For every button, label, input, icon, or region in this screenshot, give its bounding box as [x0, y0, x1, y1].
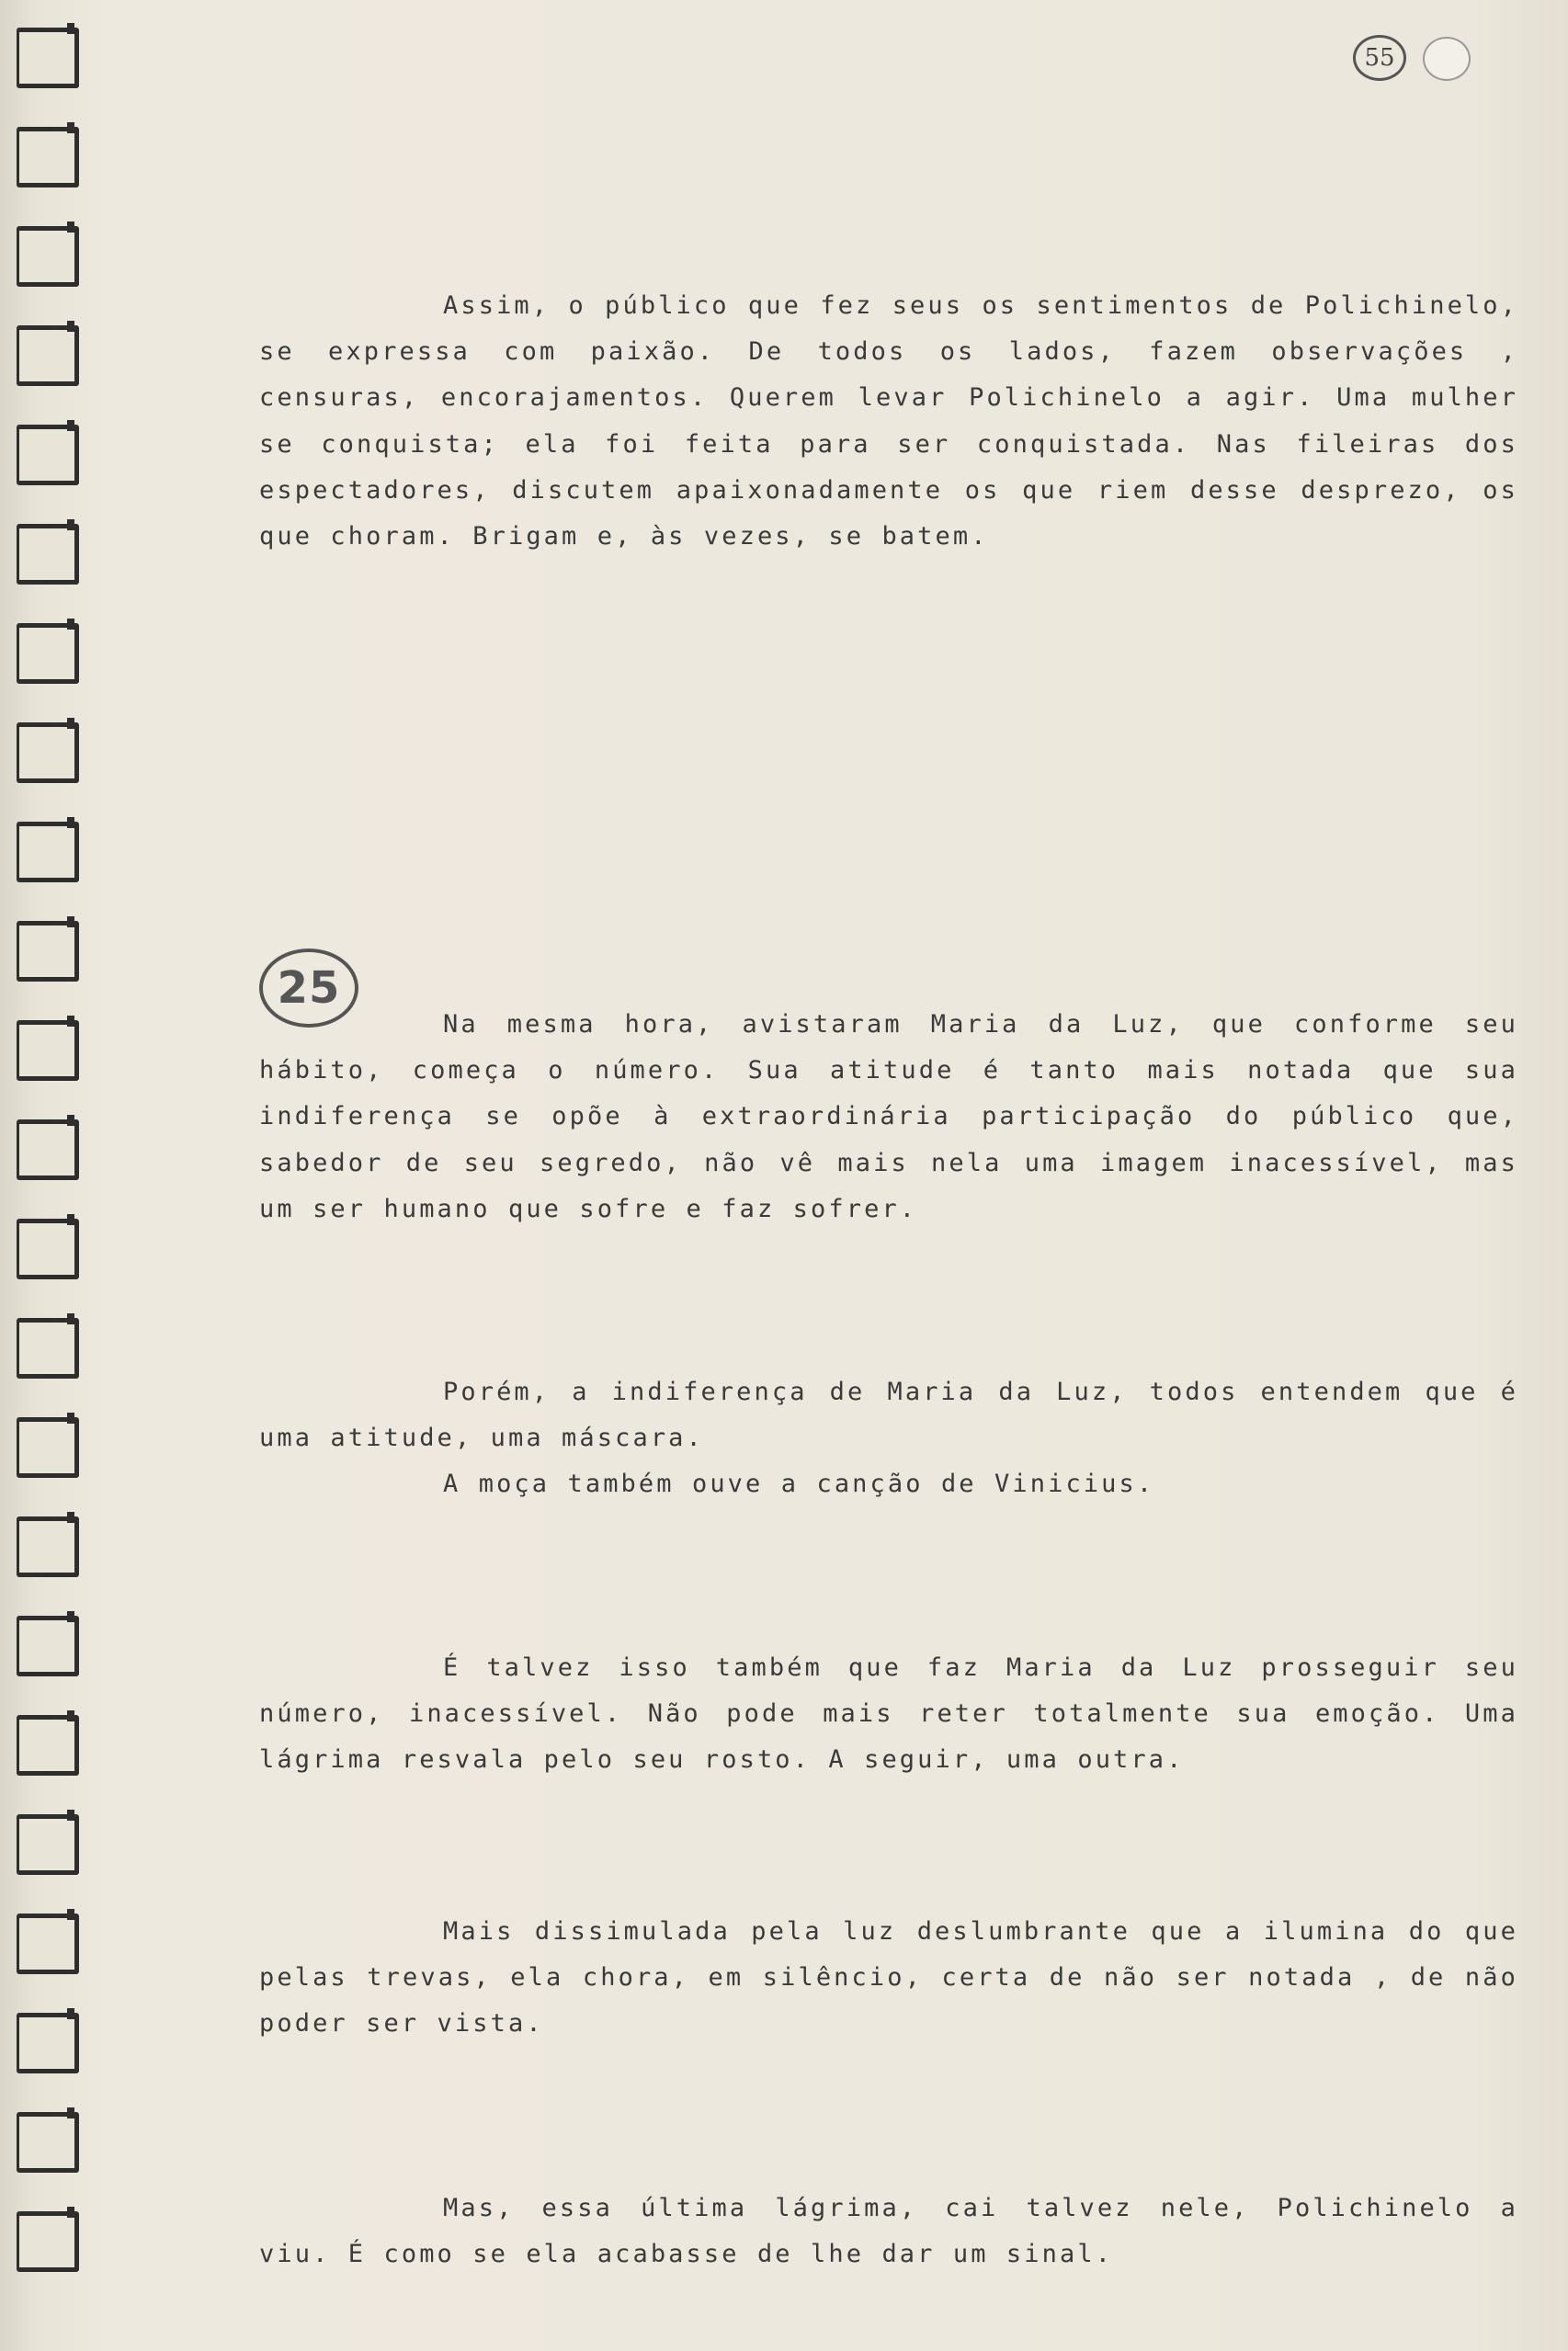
binding-ring: [17, 1119, 79, 1180]
paragraph-2: [259, 1002, 1518, 1232]
binding-ring: [17, 127, 79, 187]
binding-ring: [17, 1914, 79, 1974]
binding-ring: [17, 1715, 79, 1776]
binding-ring: [17, 425, 79, 485]
binding-ring: [17, 822, 79, 882]
binding-ring: [17, 1814, 79, 1875]
binding-ring: [17, 325, 79, 386]
paragraph-text: A moça também ouve a canção de Vinicius.: [443, 1470, 1155, 1499]
binding-ring: [17, 2013, 79, 2073]
paragraph-text: Porém, a indiferença de Maria da Luz, todos entendem que é uma atitude, uma máscara.: [259, 1378, 1518, 1453]
binding-ring: [17, 226, 79, 287]
paragraph-text: É talvez isso também que faz Maria da Luz prosseguir seu número, inacessível. Não pode mais reter totalmente sua emoção. Uma lágrima resvala pelo seu rosto. A seguir, uma outra.: [259, 1653, 1518, 1775]
corner-punch-hole: [1423, 37, 1471, 81]
spiral-binding: [0, 0, 101, 2351]
paragraph-text: Na mesma hora, avistaram Maria da Luz, que conforme seu hábito, começa o número. Sua atitude é tanto mais notada que sua indiferença se opõe à extraordinária participação do público que, sabedor de seu segredo, não vê mais nela uma imagem inacessível, mas um ser humano que sofre e faz sofrer.: [259, 1010, 1518, 1223]
binding-ring: [17, 1219, 79, 1279]
paragraph-text: Assim, o público que fez seus os sentimentos de Polichinelo, se expressa com paixão. De todos os lados, fazem observações , censuras, encorajamentos. Querem levar Polichinelo a agir. Uma mulher se conquista; ela foi feita para ser conquistada. Nas fileiras dos espectadores, discutem apaixonadamente os que riem desse desprezo, os que choram. Brigam e, às vezes, se batem.: [259, 291, 1518, 551]
paragraph-3: [259, 1369, 1518, 1508]
binding-ring: [17, 1417, 79, 1478]
section-marker: 25: [277, 962, 341, 1014]
paragraph-text: Mais dissimulada pela luz deslumbrante que a ilumina do que pelas trevas, ela chora, em silêncio, certa de não ser notada , de não poder ser vista.: [259, 1917, 1518, 2039]
paragraph-1: [259, 283, 1518, 560]
page-number-stamp: [1353, 35, 1406, 81]
binding-ring: [17, 1020, 79, 1081]
page-number: 55: [1364, 44, 1395, 72]
binding-ring: [17, 28, 79, 88]
binding-ring: [17, 1318, 79, 1379]
binding-ring: [17, 2211, 79, 2272]
binding-ring: [17, 921, 79, 982]
paragraph-6: [259, 2186, 1518, 2277]
binding-ring: [17, 623, 79, 684]
binding-ring: [17, 1516, 79, 1577]
binding-ring: [17, 1616, 79, 1676]
paragraph-text: Mas, essa última lágrima, cai talvez nele, Polichinelo a viu. É como se ela acabasse de lhe dar um sinal.: [259, 2194, 1518, 2269]
binding-ring: [17, 2112, 79, 2173]
binding-ring: [17, 722, 79, 783]
binding-ring: [17, 524, 79, 585]
paragraph-4: [259, 1645, 1518, 1784]
paragraph-5: [259, 1909, 1518, 2048]
